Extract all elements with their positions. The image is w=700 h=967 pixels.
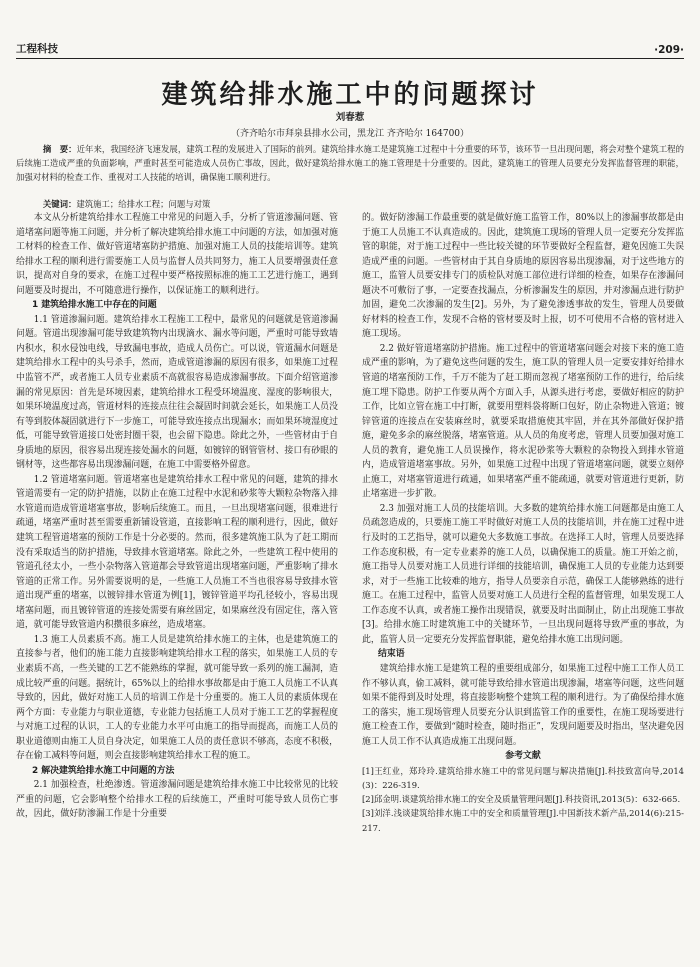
header-divider	[16, 58, 684, 59]
reference-item: [2]邱金明.谈建筑给排水施工的安全及质量管理问题[J].科技资讯,2013(5)：632-665.	[362, 794, 681, 805]
abstract-label: 摘 要：	[42, 144, 77, 154]
paragraph-2-1: 2.1 加强检查，杜绝渗透。管道渗漏问题是建筑给排水施工中比较常见的比较严重的问题，它会影响整个给排水工程的后续施工，严重时可能导致人员伤亡事故，因此，做好防渗漏工作是十分重要	[16, 780, 338, 820]
author-name: 刘春惹	[335, 112, 365, 123]
conclusion-paragraph: 建筑给排水施工是建筑工程的重要组成部分，如果施工过程中施工工作人员工作不够认真，偷工减料，就可能导致给排水管道出现渗漏，堵塞等问题，这些问题如果不能得到及时处理，将直接影响整个建筑工程的顺利进行。为了确保给排水施工的落实，施工现场管理人员要充分认识到监管工作的重要性，在施工现场要进行施工检查工作，要做到“随时检查，随时指正”，发现问题要及时指出，坚决避免因施工人员工作不认真造成施工出现问题。	[362, 663, 684, 747]
running-header	[16, 40, 684, 56]
paragraph-1-2: 1.2 管道堵塞问题。管道堵塞也是建筑给排水工程中常见的问题，建筑的排水管道需要有一定的防护措施，以防止在施工过程中水泥和砂浆等大颗粒杂物落入排水管道而造成管道堵塞事故，影响后续施工。而且，一旦出现堵塞问题，很难进行疏通，堵塞严重时甚至需要重新铺设管道，直接影响工程的顺利进行，因此，做好建筑工程管道堵塞的预防工作是十分必要的。然而，很多建筑施工队为了赶工期而没有采取适当的防护措施，导致排水管道堵塞。除此之外，一些建筑工程中使用的管道孔径太小，一些小杂物落入管道都会导致管道出现堵塞问题，严重影响了排水管道的正常工作。另外需要说明的是，一些施工人员施工不当也很容易导致排水管道出现严重的堵塞，以镀锌排水管道为例[1]，镀锌管道平均孔径较小，容易出现堵塞问题，而且镀锌管道的连接处需要有麻丝固定，如果麻丝没有固定住，落入管道，就可能导致管道内积攒很多麻丝，造成堵塞。	[16, 474, 338, 631]
paragraph-2-2: 2.2 做好管道堵塞防护措施。施工过程中的管道堵塞问题会对接下来的施工造成严重的影响，为了避免这些问题的发生，施工队的管理人员一定要安排好给排水管道的堵塞预防工作，千万不能为了赶工期而忽视了堵塞预防工作的进行，给后续施工埋下隐患。防护工作要从两个方面入手，从源头进行考虑，要做好相应的防护工作，比如立管在施工中打断，就要用塑料袋将断口包好，防止杂物进入管道；镀锌管道的连接点在安装麻丝时，就要采取措施使其牢固，并在其外部做好保护措施，避免多余的麻丝脱落，堵塞管道。从人员的角度考虑，管理人员要加强对施工人员的教育，避免施工人员误操作，将水泥砂浆等大颗粒的杂物投入到排水管道内，造成管道堵塞事故。另外，如果施工过程中出现了管道堵塞问题，就要立刻停止施工，对堵塞管道进行疏通，如果堵塞严重不能疏通，就要对管道进行更新，防止堵塞进一步扩散。	[362, 343, 684, 500]
paragraph-1-3: 1.3 施工人员素质不高。施工人员是建筑给排水施工的主体，也是建筑施工的直接参与者，他们的施工能力直接影响建筑给排水工程的落实，如果施工人员的专业素质不高，一些关键的工艺不能熟练的掌握，就可能导致一系列的施工漏洞，造成比较严重的问题。据统计，65%以上的给排水事故都是由于施工人员施工不认真导致的，因此，做好对施工人员的培训工作是十分重要的。施工人员的素质体现在两个方面：专业能力与职业道德，专业能力包括施工人员对于施工工艺的掌握程度与对施工过程的认识，工人的专业能力水平可由施工的指导而提高，而施工人员的职业道德则由施工人员自身决定，如果施工人员的责任意识不够高，态度不积极，存在偷工减料等问题，则会直接影响建筑给排水工程的施工。	[16, 634, 338, 762]
author-affiliation: （齐齐哈尔市拜泉县排水公司，黑龙江 齐齐哈尔 164700）	[230, 129, 470, 139]
paragraph-1-1: 1.1 管道渗漏问题。建筑给排水工程施工工程中，最常见的问题就是管道渗漏问题。管道出现渗漏可能导致建筑物内出现滴水、漏水等问题，严重时可能导致墙内积水，积水侵蚀电线，导致漏电事故，造成人员伤亡。可以说，管道漏水问题是建筑给排水工程中的头号杀手，然而，造成管道渗漏的原因有很多，如果施工过程中监管不严，或者施工人员专业素质不高就很容易造成渗漏事故。下面介绍管道渗漏的常见原因：首先是环境因素，建筑给排水工程受环境温度、湿度的影响很大，如果环境温度过高，管道材料的连接点往往会凝固时间就会延长，如果施工人员没有等到胶体凝固就进行下一步施工，可能导致连接点出现漏水；而如果环境湿度过低，可能导致管道接口处密封圈干裂，也会留下隐患。除此之外，一些管材由于自身质地的原因，很容易出现连接处漏水的问题，如镀锌的钢管管材、接口有砂眼的钢材等，这些都容易出现渗漏问题，在施工中需要格外留意。	[16, 314, 338, 471]
reference-item: [3]刘洋.浅谈建筑给排水施工中的安全和质量管理[J].中国新技术新产品,2014(6):215-217.	[362, 808, 684, 833]
keywords-text: 建筑施工；给排水工程；问题与对策	[76, 199, 211, 209]
paragraph-2-3: 2.3 加强对施工人员的技能培训。大多数的建筑给排水施工问题都是由施工人员疏忽造成的，只要施工施工平时做好对施工人员的技能培训，并在施工过程中进行及时的工艺指导，就可以避免大多数施工事故。在选择工人时，管理人员要选择工作态度积极，有一定专业素养的施工人员，以确保施工的质量。施工开始之前，施工指导人员要对施工人员进行详细的技能培训，确保施工人员的专业能力达到要求，对于一些施工比较难的地方，指导人员要亲自示范，确保工人能够熟练的进行施工。在施工过程中，监管人员要对施工人员进行全程的监督管理，如果发现工人工作态度不认真，或者施工操作出现错误，就要及时出面制止，防止出现施工事故[3]。给排水施工时建筑施工中的关键环节，一旦出现问题将导致严重的事故，为此，监管人员一定要充分发挥监督职能，避免给排水施工出现问题。	[362, 503, 684, 645]
left-column	[16, 211, 338, 822]
section-heading-2: 2 解决建筑给排水施工中问题的方法	[32, 765, 175, 776]
page-number: ·209·	[654, 44, 684, 56]
keywords	[16, 197, 684, 211]
section-heading-1: 1 建筑给排水施工中存在的问题	[32, 300, 157, 311]
abstract-text: 近年来，我国经济飞速发展，建筑工程的发展进入了国际的前列。建筑给排水施工是建筑施工过程中十分重要的环节，该环节一旦出现问题，将会对整个建筑工程的后续施工造成严重的负面影响，严重时甚至可能造成人员伤亡事故，因此，做好建筑给排水施工的施工管理是十分重要的。因此，建筑施工的管理人员要充分发挥监督管理的职能，加强对材料的检查工作、重视对工人技能的培训，确保施工顺利进行。	[16, 144, 684, 182]
right-column	[362, 211, 684, 835]
journal-section: 工程科技	[16, 43, 58, 55]
reference-item: [1]王红业，郑玲玲.建筑给排水施工中的常见问题与解决措施[J].科技致富向导,2014(3)：226-319.	[362, 765, 684, 790]
keywords-label: 关键词：	[42, 199, 77, 209]
paragraph-2-1-continued: 的。做好防渗漏工作最重要的就是做好施工监管工作，80%以上的渗漏事故都是由于施工人员施工不认真造成的。因此，建筑施工现场的管理人员一定要充分发挥监管的职能，对于施工过程中一些比较关键的环节要做好全程监督，避免因施工失误造成严重的问题。一些管材由于其自身质地的原因容易出现渗漏，对于这些地方的施工，监管人员要安排专门的质检队对施工部位进行详细的检查，如果存在渗漏问题决不可敷衍了事，一定要查找漏点，分析渗漏发生的原因，并对渗漏点进行防护加固，避免二次渗漏的发生[2]。另外，为了避免渗透事故的发生，管理人员要做好材料的检查工作，发现不合格的管材要及时上报，切不可使用不合格的管材进入施工现场。	[362, 213, 684, 340]
intro-paragraph: 本文从分析建筑给排水工程施工中常见的问题入手，分析了管道渗漏问题、管道堵塞问题等施工问题，并分析了解决建筑给排水施工中问题的方法，如加强对施工材料的检查工作、做好管道堵塞防护措施、加强对施工人员的技能培训等。建筑给排水工程的顺利进行需要施工人员与监督人员共同努力，施工人员要增强责任意识，提高对自身的要求，在施工过程中要严格按照标准的施工工艺进行施工，遇到问题要及时提出，不可随意进行操作，以保证施工的顺利进行。	[16, 213, 338, 296]
abstract	[16, 142, 684, 184]
references-heading: 参考文献	[505, 751, 541, 762]
article-title: 建筑给排水施工中的问题探讨	[161, 80, 539, 110]
conclusion-heading: 结束语	[378, 649, 405, 660]
